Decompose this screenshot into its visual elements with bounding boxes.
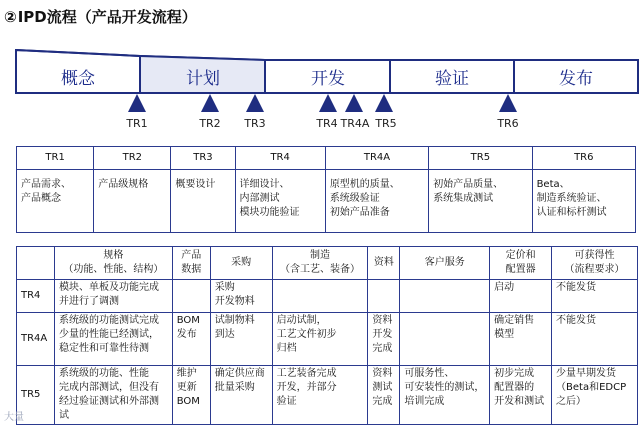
table-header-row: [17, 247, 638, 280]
table-cell: BOM 发布: [172, 313, 210, 366]
phase-label-release: 发布: [559, 69, 593, 89]
row-header: TR4A: [17, 313, 55, 366]
header-cell: TR1: [17, 147, 94, 170]
table-cell: 工艺装备完成 开发，并部分 验证: [272, 366, 368, 425]
milestone-marker-tr2: [201, 94, 219, 112]
milestone-label-tr5: TR5: [375, 117, 397, 130]
table-cell: [172, 280, 210, 313]
milestone-marker-tr3: [246, 94, 264, 112]
header-cell: 可获得性 （流程要求）: [552, 247, 638, 280]
table-cell: [272, 280, 368, 313]
header-cell: 定价和 配置器: [490, 247, 552, 280]
header-cell: 产品 数据: [172, 247, 210, 280]
header-cell: TR3: [171, 147, 235, 170]
milestone-label-tr3: TR3: [244, 117, 266, 130]
table-cell: 不能发货: [552, 280, 638, 313]
header-cell: 客户服务: [400, 247, 490, 280]
milestone-marker-tr4a: [345, 94, 363, 112]
title-text: IPD流程（产品开发流程）: [17, 8, 197, 26]
table-cell: 资料 开发 完成: [368, 313, 400, 366]
table-row: [17, 366, 638, 425]
header-cell: 制造 （含工艺、装备）: [272, 247, 368, 280]
corner-cell: [17, 247, 55, 280]
row-header: TR5: [17, 366, 55, 425]
table-cell: 少量早期发货 （Beta和EDCP 之后）: [552, 366, 638, 425]
table-cell: 系统级的功能、性能 完成内部测试，但没有 经过验证测试和外部测试: [54, 366, 172, 425]
milestone-marker-tr5: [375, 94, 393, 112]
table-cell: 产品需求、 产品概念: [17, 170, 94, 233]
table-cell: 采购 开发物料: [210, 280, 272, 313]
milestone-label-tr1: TR1: [126, 117, 148, 130]
deliverables-table: [16, 246, 638, 425]
table-cell: 启动试制， 工艺文件初步 归档: [272, 313, 368, 366]
milestone-marker-tr4: [319, 94, 337, 112]
table-cell: 初步完成 配置器的 开发和测试: [490, 366, 552, 425]
table-cell: 确定销售 模型: [490, 313, 552, 366]
milestone-label-tr2: TR2: [199, 117, 221, 130]
table-cell: 不能发货: [552, 313, 638, 366]
watermark: 大量: [4, 412, 24, 423]
table-cell: 试制物料 到达: [210, 313, 272, 366]
phase-label-develop: 开发: [311, 69, 345, 89]
table-cell: 详细设计、 内部测试 模块功能验证: [235, 170, 325, 233]
table-cell: 资料 测试 完成: [368, 366, 400, 425]
table-cell: 模块、单板及功能完成 并进行了调测: [54, 280, 172, 313]
title-number: ②: [4, 8, 17, 26]
phase-label-plan: 计划: [186, 69, 220, 89]
table-cell: 可服务性、 可安装性的测试， 培训完成: [400, 366, 490, 425]
table-cell: Beta、 制造系统验证、 认证和标杆测试: [532, 170, 635, 233]
table-cell: 产品级规格: [94, 170, 171, 233]
phase-diagram: [0, 0, 640, 140]
table-cell: [400, 280, 490, 313]
header-cell: 规格 （功能、性能、结构）: [54, 247, 172, 280]
milestone-label-tr6: TR6: [497, 117, 519, 130]
table-row: [17, 313, 638, 366]
milestone-marker-tr1: [128, 94, 146, 112]
phase-label-verify: 验证: [435, 69, 469, 89]
table-cell: 初始产品质量、 系统集成测试: [429, 170, 532, 233]
milestone-label-tr4a: TR4A: [340, 117, 370, 130]
header-cell: TR4: [235, 147, 325, 170]
header-cell: TR6: [532, 147, 635, 170]
milestone-marker-tr6: [499, 94, 517, 112]
milestone-label-tr4: TR4: [316, 117, 338, 130]
table-cell: [368, 280, 400, 313]
table-cell: 启动: [490, 280, 552, 313]
milestone-summary-table: [16, 146, 636, 233]
table-row: [17, 280, 638, 313]
header-cell: 采购: [210, 247, 272, 280]
table-header-row: [17, 147, 636, 170]
header-cell: 资料: [368, 247, 400, 280]
phase-label-concept: 概念: [61, 69, 95, 89]
header-cell: TR2: [94, 147, 171, 170]
table-cell: 确定供应商 批量采购: [210, 366, 272, 425]
table-row: [17, 170, 636, 233]
table-cell: 维护 更新 BOM: [172, 366, 210, 425]
table-cell: 概要设计: [171, 170, 235, 233]
header-cell: TR4A: [325, 147, 428, 170]
table-cell: 系统级的功能测试完成 少量的性能已经测试， 稳定性和可靠性待测: [54, 313, 172, 366]
table-cell: 原型机的质量、 系统级验证 初始产品准备: [325, 170, 428, 233]
table-cell: [400, 313, 490, 366]
row-header: TR4: [17, 280, 55, 313]
header-cell: TR5: [429, 147, 532, 170]
